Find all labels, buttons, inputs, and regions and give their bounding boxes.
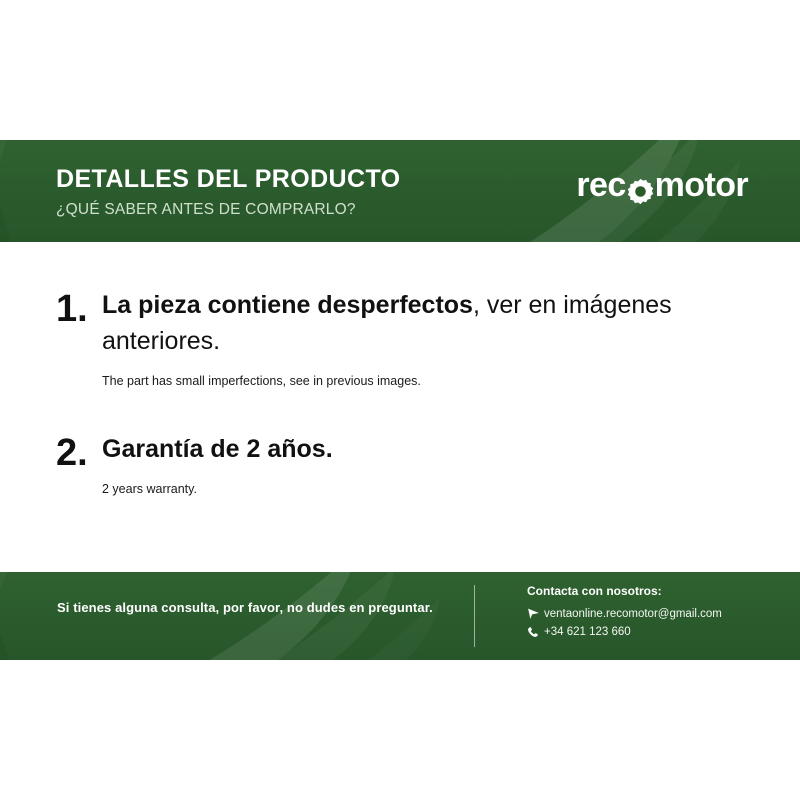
leaf-decoration-icon xyxy=(120,572,450,660)
list-item-title-strong: La pieza contiene desperfectos xyxy=(102,291,473,319)
email-send-icon xyxy=(527,607,544,620)
list-item-title xyxy=(102,432,740,468)
list-item-title-strong: Garantía de 2 años. xyxy=(102,435,333,463)
list-item xyxy=(56,432,740,497)
list-item-note: The part has small imperfections, see in previous images. xyxy=(102,374,421,388)
contact-phone: +34 621 123 660 xyxy=(544,626,631,638)
contact-title: Contacta con nosotros: xyxy=(527,584,662,598)
footer-divider xyxy=(474,585,475,647)
contact-email: ventaonline.recomotor@gmail.com xyxy=(544,607,722,620)
list-item-title-rest: , ver en imágenes anteriores. xyxy=(102,291,672,355)
phone-icon xyxy=(527,626,544,638)
footer-question-text: Si tienes alguna consulta, por favor, no dudes en preguntar. xyxy=(57,600,433,615)
logo-text-pre: rec xyxy=(576,166,626,204)
list-item-number: 1. xyxy=(56,288,88,330)
list-item-body xyxy=(102,432,740,497)
list-item-body xyxy=(102,288,740,389)
gear-icon xyxy=(627,175,654,202)
logo-text-post: motor xyxy=(654,166,748,204)
page-subtitle: ¿QUÉ SABER ANTES DE COMPRARLO? xyxy=(56,200,356,218)
list-item-title xyxy=(102,288,740,359)
page-title: DETALLES DEL PRODUCTO xyxy=(56,165,401,193)
list-item-note: 2 years warranty. xyxy=(102,481,197,496)
contact-email-row[interactable] xyxy=(527,607,722,620)
contact-block xyxy=(527,584,722,638)
list-item-number: 2. xyxy=(56,432,88,474)
contact-phone-row[interactable] xyxy=(527,626,722,638)
recomotor-logo xyxy=(576,166,748,205)
details-list xyxy=(0,242,800,572)
list-item xyxy=(56,288,740,389)
